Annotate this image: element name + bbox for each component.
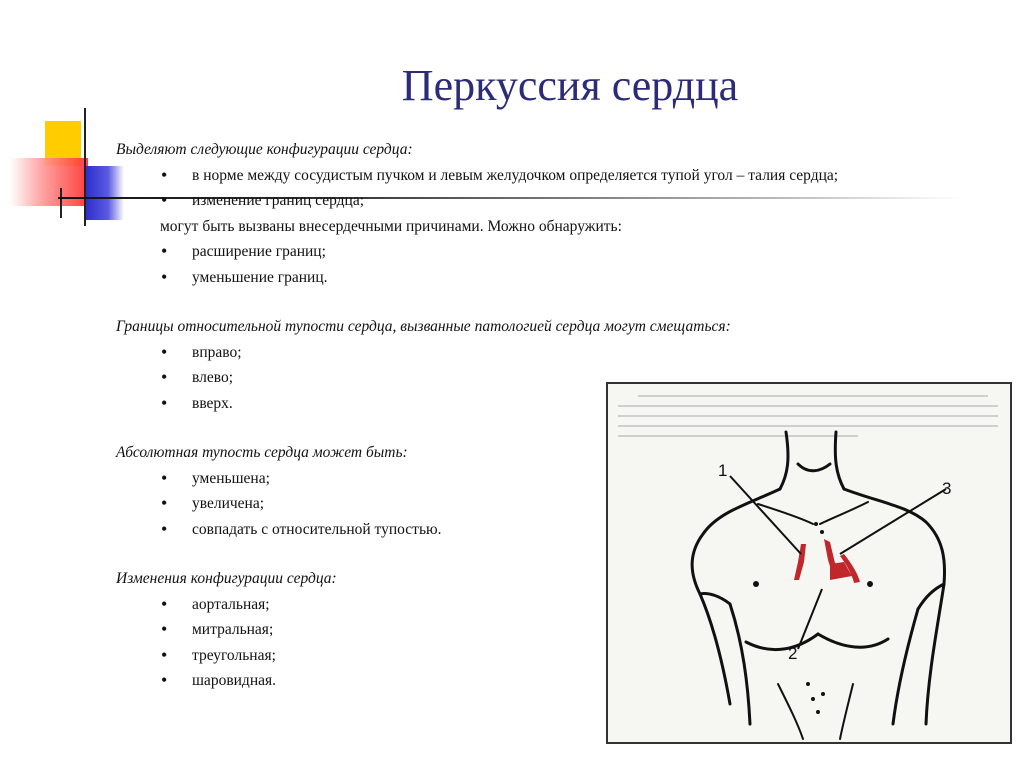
list-item: • треугольная;: [116, 643, 902, 669]
decor-vertical-line-small: [60, 188, 62, 218]
torso-outline: [692, 432, 944, 739]
heart-dullness-marks: [794, 539, 860, 583]
note-text: могут быть вызваны внесердечными причинами. Можно обнаружить:: [160, 217, 622, 235]
list-item: • влево;: [116, 365, 902, 391]
dotted-marks: [806, 522, 825, 714]
section-heading-relative-dullness: Границы относительной тупости сердца, вызванные патологией сердца могут смещаться:: [116, 318, 731, 335]
list-item: • уменьшена;: [116, 466, 902, 492]
configurations-list: [116, 163, 902, 214]
list-item: • вправо;: [116, 340, 902, 366]
nipple-right: [867, 581, 873, 587]
faint-text-lines: [618, 396, 998, 436]
section-heading-configurations: Выделяют следующие конфигурации сердца:: [116, 141, 413, 158]
list-item: • уменьшение границ.: [116, 265, 902, 291]
section-heading-configuration-changes: Изменения конфигурации сердца:: [116, 570, 337, 587]
list-item: • увеличена;: [116, 491, 902, 517]
borders-list: [116, 239, 902, 290]
list-item: • совпадать с относительной тупостью.: [116, 517, 902, 543]
label-3: 3: [942, 479, 952, 498]
section-heading-absolute-dullness: Абсолютная тупость сердца может быть:: [116, 444, 408, 461]
label-2: 2: [788, 644, 798, 663]
list-item: • расширение границ;: [116, 239, 902, 265]
list-item: • в норме между сосудистым пучком и левым желудочком определяется тупой угол – талия сердца;: [116, 163, 902, 189]
list-item: • вверх.: [116, 391, 902, 417]
list-item: • аортальная;: [116, 592, 902, 618]
nipple-left: [753, 581, 759, 587]
slide-title: Перкуссия сердца: [401, 61, 739, 110]
list-item: • изменение границ сердца;: [116, 188, 902, 214]
chest-drawing: [608, 384, 1010, 742]
decor-vertical-line: [84, 108, 86, 226]
list-item: • митральная;: [116, 617, 902, 643]
chest-percussion-figure: [606, 382, 1012, 744]
list-item: • шаровидная.: [116, 668, 902, 694]
label-1: 1: [718, 461, 728, 480]
